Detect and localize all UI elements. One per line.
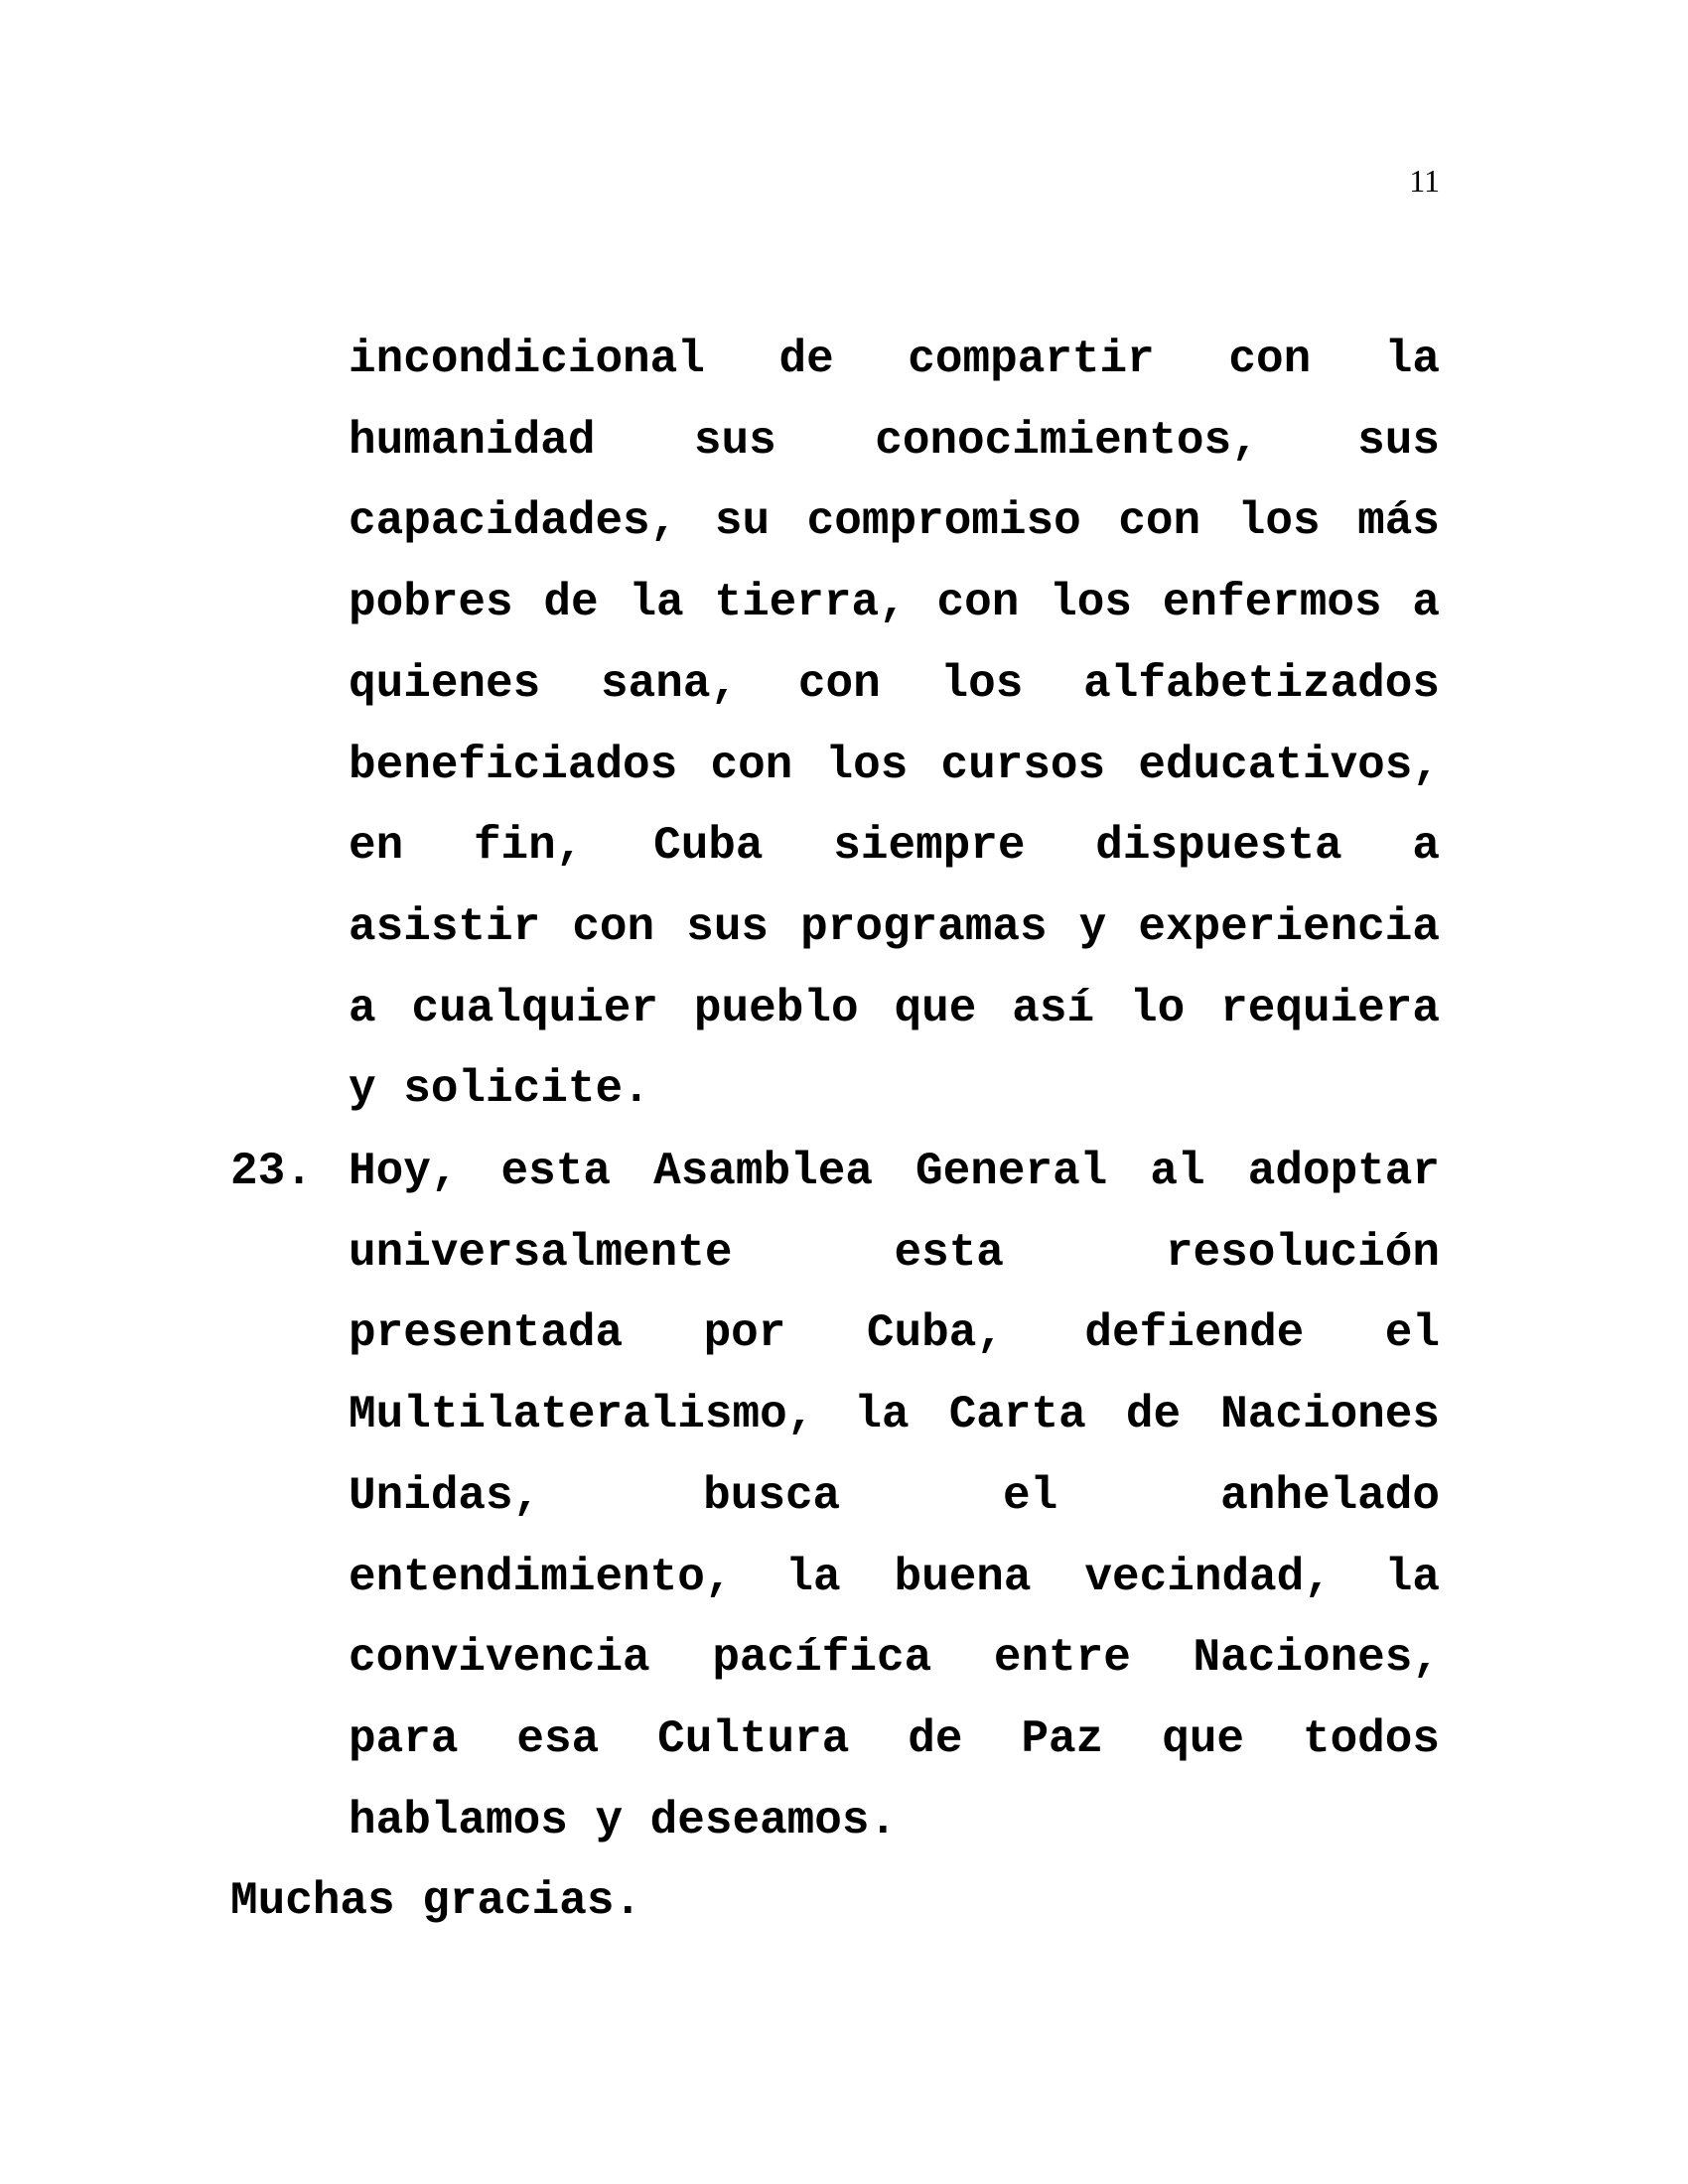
closing-remark: Muchas gracias. (230, 1875, 642, 1927)
page-number: 11 (1409, 163, 1440, 199)
continued-paragraph: incondicional de compartir con la humanidad sus conocimientos, sus capacidades, su compromiso con los más pobres de la tierra, con los enfermos a quienes sana, con los alfabetizados beneficiados con los cursos educativos, en fin, Cuba siempre dispuesta a asistir con sus programas y experiencia a cualquier pueblo que así lo requiera y solicite. (349, 334, 1440, 1116)
paragraph-number-23: 23. (230, 1146, 313, 1197)
paragraph-23-text: Hoy, esta Asamblea General al adoptar universalmente esta resolución presentada por Cuba, defiende el Multilateralismo, la Carta de Naciones Unidas, busca el anhelado entendimiento, la buena vecindad, la convivencia pacífica entre Naciones, para esa Cultura de Paz que todos hablamos y deseamos. (349, 1146, 1440, 1846)
